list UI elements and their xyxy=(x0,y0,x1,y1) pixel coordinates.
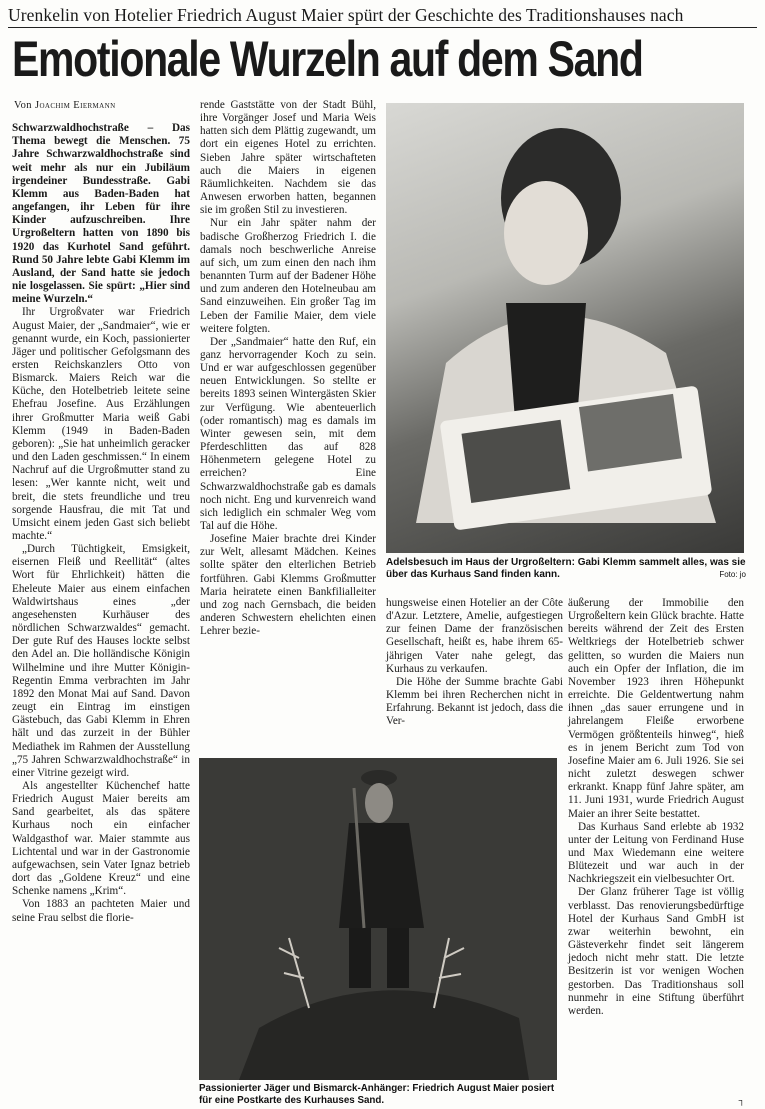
paragraph: Der „Sandmaier“ hatte den Ruf, ein ganz hervorragender Koch zu sein. Und er war aufgeschlossen gegenüber neuen Entwicklungen. So stellte er bereits 1893 seinen Wintergästen Skier zur Verfügung. Wie abenteuerlich (oder romantisch) mag es damals im Winter gewesen sein, mit dem Pferdeschlitten das auf 828 Höhenmetern gelegene Hotel zu erreichen? Eine Schwarzwaldhochstraße gab es damals noch nicht. Eng und kurvenreich wand sich lediglich ein schmaler Weg vom Tal auf die Höhe. xyxy=(200,335,376,532)
paragraph: hungsweise einen Hotelier an der Côte d'Azur. Letztere, Amelie, aufgestiegen zur feinen Dame der französischen Gesellschaft, heißt es, habe ihrem 65-jährigen Vater nahe gelegt, das Kurhaus zu verkaufen. xyxy=(386,597,563,675)
paragraph: Von 1883 an pachteten Maier und seine Frau selbst die florie- xyxy=(12,898,190,924)
photo-hunter-postcard xyxy=(199,758,557,1080)
paragraph: Das Kurhaus Sand erlebte ab 1932 unter der Leitung von Ferdinand Huse und Max Wiedemann eine weitere Blütezeit und war auch in der Nachkriegszeit ein vielbesuchter Ort. xyxy=(568,820,744,886)
paragraph: Nur ein Jahr später nahm der badische Großherzog Friedrich I. die damals noch beschwerliche Anreise auf sich, um zum einen den nach ihm benannten Turm auf der Badener Höhe und zum anderen den Hotelneubau am Sand einzuweihen. Ein großer Tag im Leben der Familie Maier, dem viele weitere folgten. xyxy=(200,217,376,335)
column-4 xyxy=(568,597,744,1018)
photo-1-caption xyxy=(386,557,746,581)
paragraph: „Durch Tüchtigkeit, Emsigkeit, eisernen Fleiß und Reellität“ (altes Wort für Ehrlichkeit) hätten die Eheleute Maier aus einem einfachen Waldwirtshaus eines „der angesehensten Kurhäuser des nördlichen Schwarzwaldes“ gemacht. Der gute Ruf des Hauses lockte selbst den Adel an. Die holländische Königin Wilhelmine und ihre Mutter Königin-Regentin Emma verbrachten im Jahr 1892 den Monat Mai auf Sand. Davon zeugt ein Eintrag im einstigen Gästebuch, das Gabi Klemm in Ehren hält und das zurzeit in der Bühler Mediathek im Rahmen der Ausstellung „75 Jahren Schwarzwaldhochstraße“ in einer Vitrine gezeigt wird. xyxy=(12,543,190,779)
end-mark: ┐ xyxy=(738,1095,745,1105)
byline-author: Joachim Eiermann xyxy=(34,100,116,111)
paragraph: Die Höhe der Summe brachte Gabi Klemm bei ihren Recherchen nicht in Erfahrung. Bekannt ist jedoch, dass die Ver- xyxy=(386,675,563,728)
top-rule xyxy=(8,27,757,28)
byline-prefix: Von xyxy=(14,100,35,111)
paragraph: äußerung der Immobilie den Urgroßeltern kein Glück brachte. Hatte bereits während der Zeit des Ersten Weltkriegs der Hotelbetrieb schwer gelitten, so wurden die Maiers nun auch ein Opfer der Inflation, die im November 1923 ihren Höhepunkt erreichte. Die Geldentwertung nahm ihnen „das sauer errungene und in jahrelangem Fleiße erworbene Vermögen größtenteils hinweg“, hieß es in jenem Bericht zum Tod von Josefine Maier am 6. Juli 1926. Sie sei nicht zuletzt deswegen schwer erkrankt. Knapp fünf Jahre später, am 11. Juni 1931, wurde Friedrich August Maier an ihrer Seite bestattet. xyxy=(568,597,744,820)
headline: Emotionale Wurzeln auf dem Sand xyxy=(12,31,643,87)
photo-1-drawing xyxy=(386,103,744,553)
lead-paragraph: Schwarzwaldhochstraße – Das Thema bewegt die Menschen. 75 Jahre Schwarzwaldhochstraße sind weit mehr als nur ein Jubiläum irgendeiner Bundesstraße. Gabi Klemm aus Baden-Baden hat angefangen, ihr Leben für ihre Kinder aufzuschreiben. Ihre Urgroßeltern hatten von 1890 bis 1920 das Kurhotel Sand geführt. Rund 50 Jahre lebte Gabi Klemm im Ausland, der Sand hatte sie jedoch nie losgelassen. Sie spürt: „Hier sind meine Wurzeln.“ xyxy=(12,122,190,306)
column-2 xyxy=(200,99,376,638)
paragraph: Ihr Urgroßvater war Friedrich August Maier, der „Sandmaier“, wie er genannt wurde, ein Koch, passionierter Jäger und politischer Gefolgsmann des ersten Reichskanzlers Otto von Bismarck. Maiers Reich war die Küche, den Hotelbetrieb leitete seine Ehefrau Josefine. Aus Erzählungen ihrer Großmutter Maria weiß Gabi Klemm (1949 in Baden-Baden geboren): „Sie hat unheimlich geracker und den Laden geschmissen.“ In einem Nachruf auf die Urgroßmutter stand zu lesen: „Wer kannte nicht, weit und breit, die stets freundliche und treu sorgende Hausfrau, die mit Tat und Umsicht einem jeden Gast sich beliebt machte.“ xyxy=(12,306,190,542)
photo-credit: Foto: jo xyxy=(719,570,746,579)
kicker: Urenkelin von Hotelier Friedrich August Maier spürt der Geschichte des Traditionshauses nach xyxy=(8,5,684,25)
paragraph: Josefine Maier brachte drei Kinder zur Welt, allesamt Mädchen. Keines sollte später den elterlichen Betrieb fortführen. Gabi Klemms Großmutter Maria heiratete einen Bankfilialleiter und zog nach Gernsbach, die beiden anderen Schwestern ehelichten einen Lehrer bezie- xyxy=(200,533,376,638)
byline xyxy=(14,99,190,112)
column-3 xyxy=(386,597,563,729)
photo-2-caption: Passionierter Jäger und Bismarck-Anhänger: Friedrich August Maier posiert für eine Postkarte des Kurhauses Sand. xyxy=(199,1083,555,1106)
paragraph: rende Gaststätte von der Stadt Bühl, ihre Vorgänger Josef und Maria Weis hatten sich dem Plättig zugewandt, um dort ein eigenes Hotel zu errichten. Sieben Jahre später wirtschafteten auch die Maiers in eigenen Räumlichkeiten. Nachdem sie das Anwesen erworben hatten, begannen sie im großen Stil zu investieren. xyxy=(200,99,376,217)
column-1 xyxy=(12,99,190,925)
caption-1-text: Adelsbesuch im Haus der Urgroßeltern: Gabi Klemm sammelt alles, was sie über das Kurhaus Sand finden kann. xyxy=(386,557,746,580)
paragraph: Der Glanz früherer Tage ist völlig verblasst. Das renovierungsbedürftige Hotel der Kurhaus Sand GmbH ist zwar weiterhin bewohnt, ein Gästeverkehr findet seit längerem jedoch nicht mehr statt. Die letzte Besitzerin ist vor wenigen Wochen gestorben. Das Traditionshaus soll nunmehr in eine Stiftung überführt werden. xyxy=(568,886,744,1017)
photo-gabi-klemm xyxy=(386,103,744,553)
paragraph: Als angestellter Küchenchef hatte Friedrich August Maier bereits am Sand gearbeitet, als das spätere Kurhaus noch ein einfacher Waldgasthof war. Maier stammte aus Lichtental und war in der Gastronomie aufgewachsen, sein Vater Ignaz betrieb dort das „Goldene Kreuz“ und eine Schenke namens „Krim“. xyxy=(12,779,190,898)
photo-2-drawing xyxy=(199,758,557,1080)
